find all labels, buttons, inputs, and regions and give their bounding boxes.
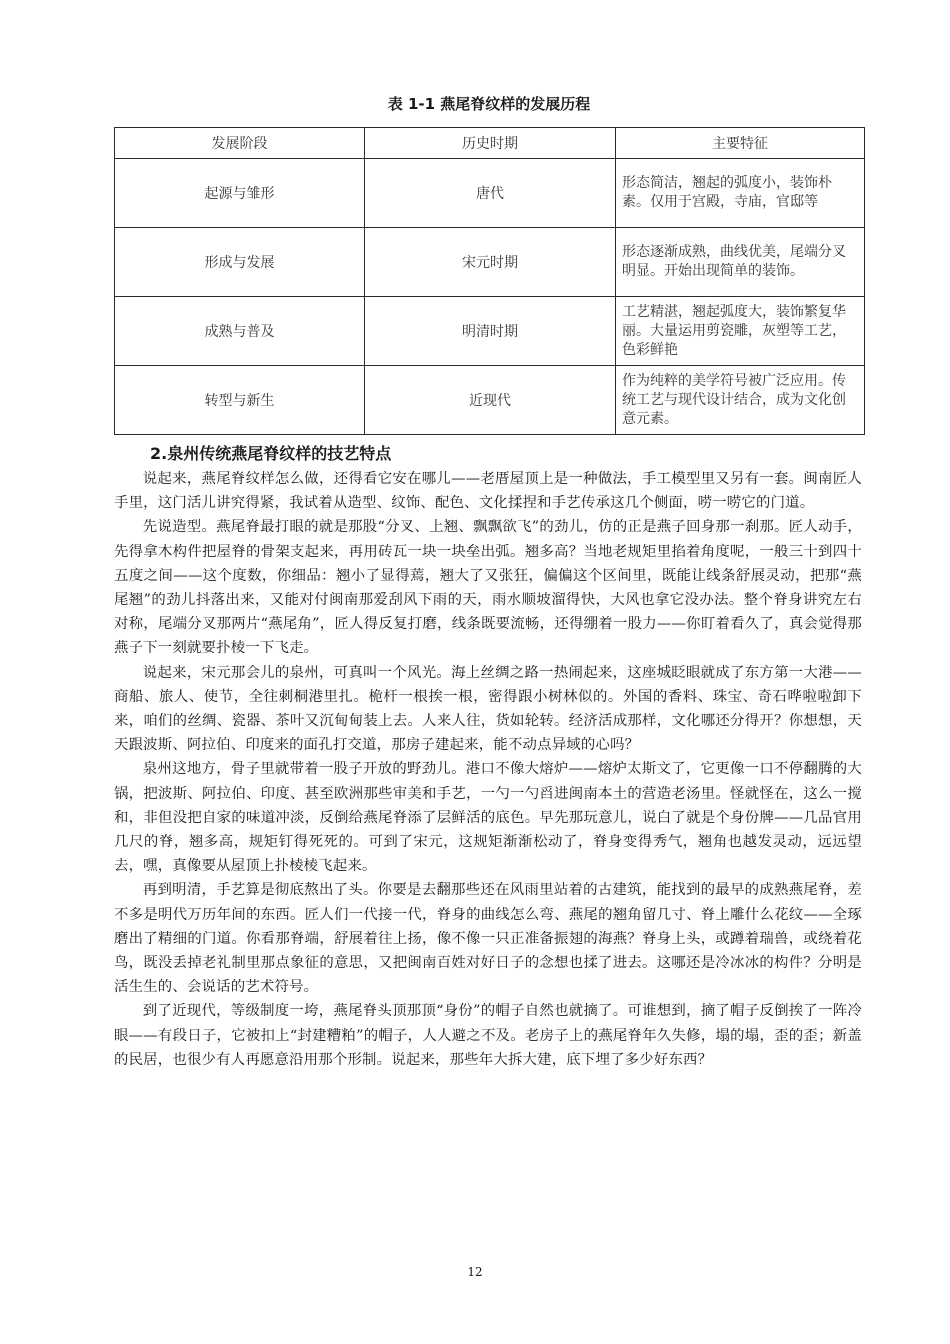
paragraph: 先说造型。燕尾脊最打眼的就是那股“分叉、上翘、飘飘欲飞”的劲儿，仿的正是燕子回身那一刹那。匠人动手，先得拿木构件把屋脊的骨架支起来，再用砖瓦一块一块垒出弧。翘多高？当地老规矩里掐着角度呢，一般三十到四十五度之间——这个度数，你细品：翘小了显得蔫，翘大了又张狂，偏偏这个区间里，既能让线条舒展灵动，把那“燕尾翘”的劲儿抖落出来，又能对付闽南那爱刮风下雨的天，雨水顺坡溜得快，大风也拿它没办法。整个脊身讲究左右对称，尾端分叉那两片“燕尾角”，匠人得反复打磨，线条既要流畅，还得绷着一股力——你盯着看久了，真会觉得那燕子下一刻就要扑棱一下飞走。: [114, 519, 862, 657]
stage-cell: 起源与雏形: [115, 159, 365, 228]
stage-cell: 形成与发展: [115, 228, 365, 297]
stage-cell: 成熟与普及: [115, 297, 365, 366]
table-caption: 表 1-1 燕尾脊纹样的发展历程: [387, 95, 591, 113]
paragraph: 泉州这地方，骨子里就带着一股子开放的野劲儿。港口不像大熔炉——熔炉太斯文了，它更像一口不停翻腾的大锅，把波斯、阿拉伯、印度、甚至欧洲那些审美和手艺，一勺一勺舀进闽南本土的营造老汤里。怪就怪在，这么一搅和，非但没把自家的味道冲淡，反倒给燕尾脊添了层鲜活的底色。早先那玩意儿，说白了就是个身份牌——几品官用几尺的脊，翘多高，规矩钉得死死的。可到了宋元，这规矩渐渐松动了，脊身变得秀气，翘角也越发灵动，远远望去，嘿，真像要从屋顶上扑棱棱飞起来。: [114, 761, 862, 875]
table-row: [115, 228, 865, 297]
period-cell: 明清时期: [365, 297, 616, 366]
paragraph: 到了近现代，等级制度一垮，燕尾脊头顶那顶“身份”的帽子自然也就摘了。可谁想到，摘了帽子反倒挨了一阵冷眼——有段日子，它被扣上“封建糟粕”的帽子，人人避之不及。老房子上的燕尾脊年久失修，塌的塌，歪的歪；新盖的民居，也很少有人再愿意沿用那个形制。说起来，那些年大拆大建，底下埋了多少好东西？: [114, 1003, 862, 1068]
features-cell: 作为纯粹的美学符号被广泛应用。传统工艺与现代设计结合，成为文化创意元素。: [616, 366, 865, 435]
paragraph: 再到明清，手艺算是彻底熬出了头。你要是去翻那些还在风雨里站着的古建筑，能找到的最早的成熟燕尾脊，差不多是明代万历年间的东西。匠人们一代接一代，脊身的曲线怎么弯、燕尾的翘角留几寸、脊上雕什么花纹——全琢磨出了精细的门道。你看那脊端，舒展着往上扬，像不像一只正准备振翅的海燕？脊身上头，或蹲着瑞兽，或绕着花鸟，既没丢掉老礼制里那点象征的意思，又把闽南百姓对好日子的念想也揉了进去。这哪还是冷冰冰的构件？分明是活生生的、会说话的艺术符号。: [114, 882, 862, 996]
features-cell: 工艺精湛，翘起弧度大，装饰繁复华丽。大量运用剪瓷雕，灰塑等工艺，色彩鲜艳: [616, 297, 865, 366]
period-cell: 唐代: [365, 159, 616, 228]
table-header-row: [115, 128, 865, 159]
table-row: [115, 159, 865, 228]
paragraph: 说起来，宋元那会儿的泉州，可真叫一个风光。海上丝绸之路一热闹起来，这座城眨眼就成了东方第一大港——商船、旅人、使节，全往刺桐港里扎。桅杆一根挨一根，密得跟小树林似的。外国的香料、珠宝、奇石哗啦啦卸下来，咱们的丝绸、瓷器、茶叶又沉甸甸装上去。人来人往，货如轮转。经济活成那样，文化哪还分得开？你想想，天天跟波斯、阿拉伯、印度来的面孔打交道，那房子建起来，能不动点异域的心吗？: [114, 664, 862, 754]
page-number: 12: [467, 1265, 483, 1279]
table-row: [115, 297, 865, 366]
table-row: [115, 366, 865, 435]
features-cell: 形态简洁，翘起的弧度小，装饰朴素。仅用于宫殿，寺庙，官邸等: [616, 159, 865, 228]
body-text: [114, 467, 862, 1072]
paragraph: 说起来，燕尾脊纹样怎么做，还得看它安在哪儿——老厝屋顶上是一种做法，手工模型里又另有一套。闽南匠人手里，这门活儿讲究得紧，我试着从造型、纹饰、配色、文化揉捏和手艺传承这几个侧面，唠一唠它的门道。: [114, 471, 862, 512]
period-cell: 近现代: [365, 366, 616, 435]
header-period: 历史时期: [365, 128, 616, 159]
stage-cell: 转型与新生: [115, 366, 365, 435]
period-cell: 宋元时期: [365, 228, 616, 297]
section-heading: 2.泉州传统燕尾脊纹样的技艺特点: [150, 444, 392, 463]
development-stages-table: [114, 127, 865, 435]
header-features: 主要特征: [616, 128, 865, 159]
header-stage: 发展阶段: [115, 128, 365, 159]
features-cell: 形态逐渐成熟，曲线优美，尾端分叉明显。开始出现简单的装饰。: [616, 228, 865, 297]
